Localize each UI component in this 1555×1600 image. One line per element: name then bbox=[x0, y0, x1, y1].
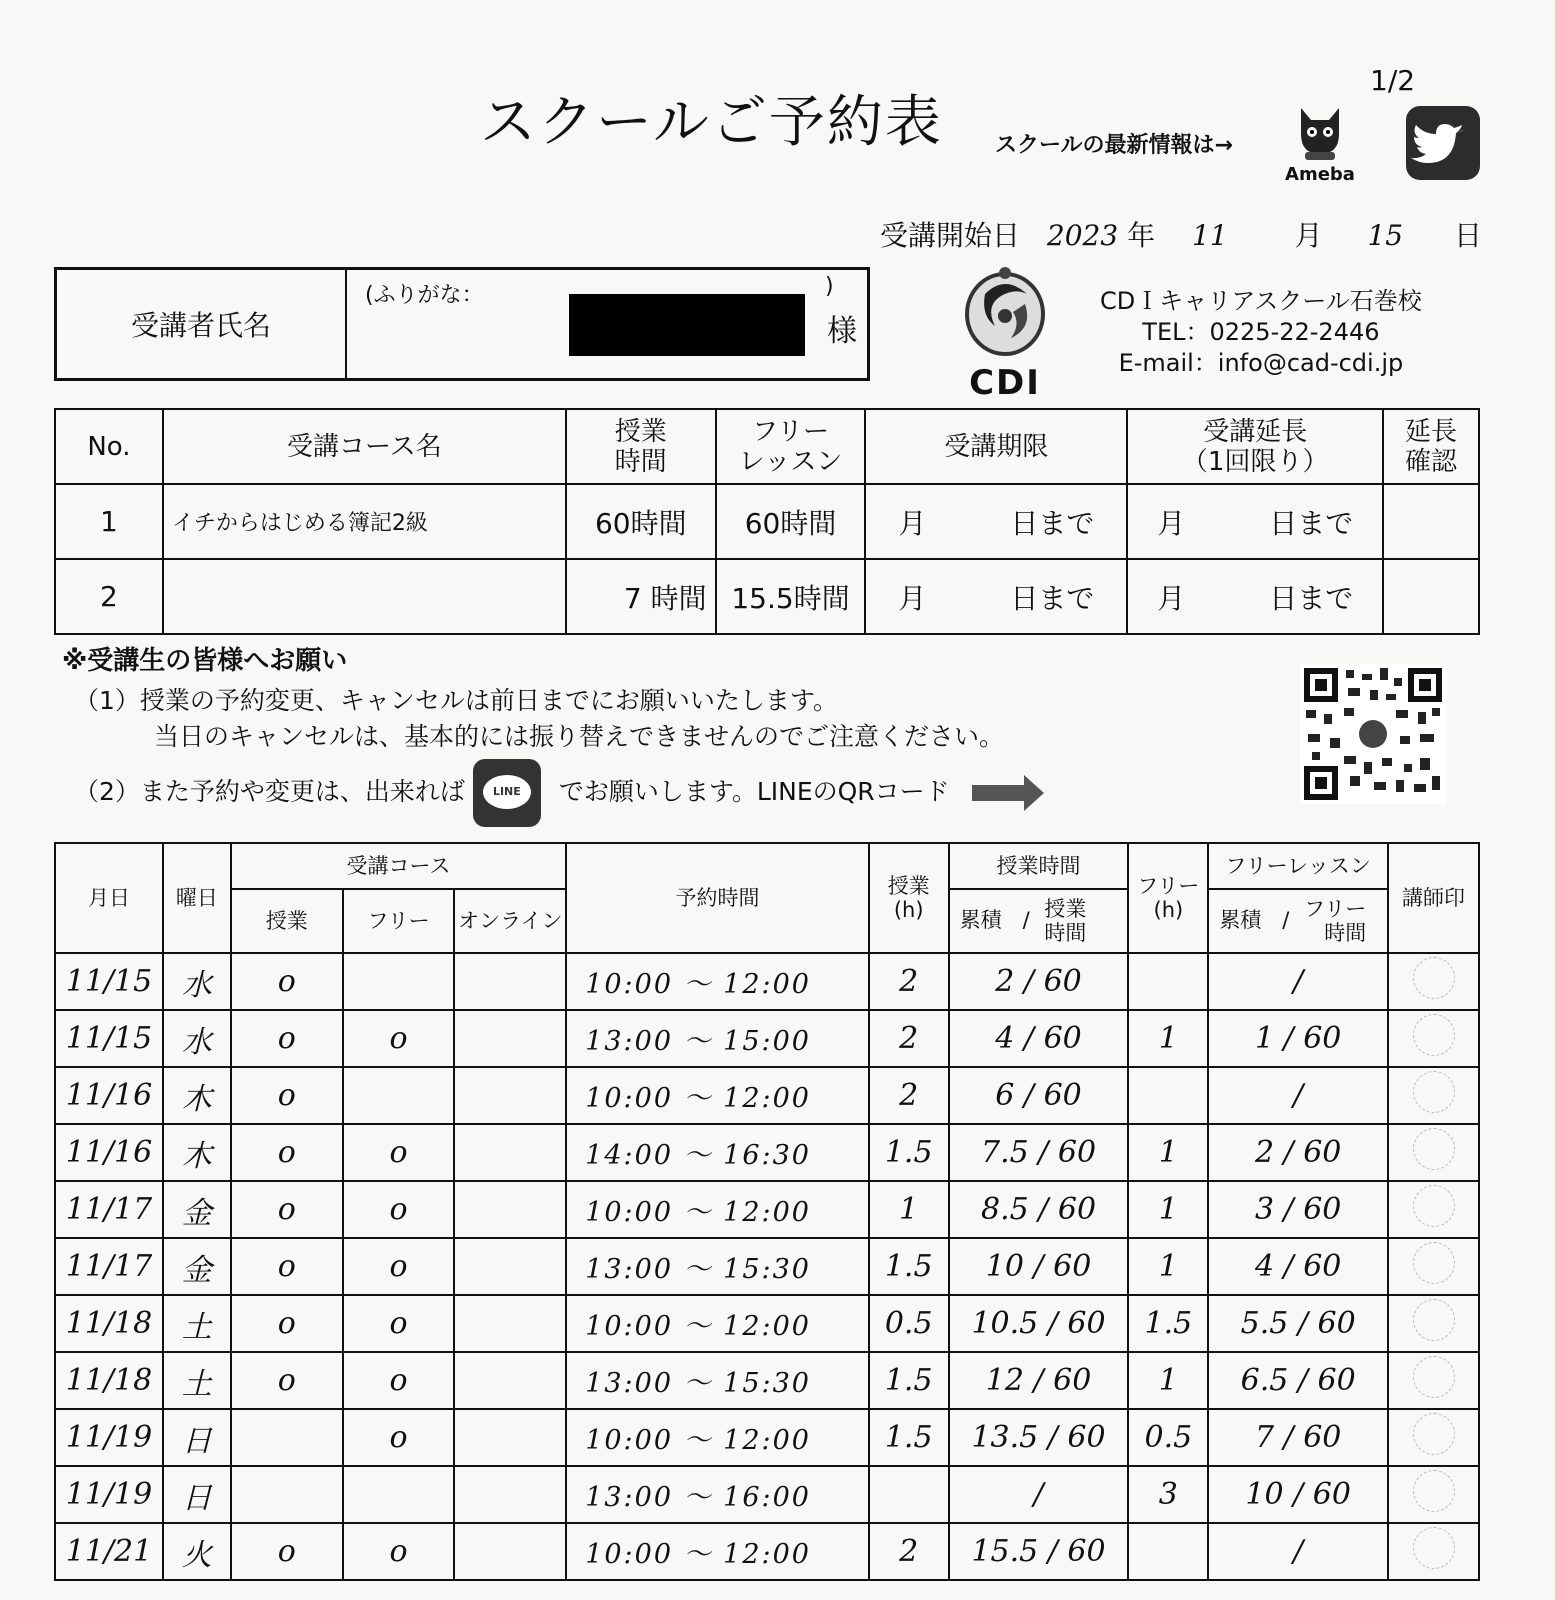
row-time: 10:00 〜 12:00 bbox=[566, 953, 869, 1010]
cdi-logo-text: CDI bbox=[969, 363, 1041, 403]
arrow-right-icon bbox=[972, 785, 1028, 801]
course-confirm bbox=[1383, 559, 1479, 634]
row-weekday: 土 bbox=[163, 1295, 231, 1352]
stamp-icon bbox=[1413, 1185, 1455, 1227]
col-date: 月日 bbox=[55, 843, 163, 953]
row-free-h: 0.5 bbox=[1128, 1409, 1208, 1466]
row-time: 13:00 〜 15:30 bbox=[566, 1352, 869, 1409]
row-instructor-stamp bbox=[1388, 1352, 1479, 1409]
stamp-icon bbox=[1413, 1014, 1455, 1056]
row-class-h: 0.5 bbox=[869, 1295, 949, 1352]
month-unit: 月 bbox=[1294, 219, 1323, 252]
row-class-cumulative: 6 / 60 bbox=[949, 1067, 1129, 1124]
schedule-row bbox=[55, 1466, 1479, 1523]
row-weekday: 金 bbox=[163, 1238, 231, 1295]
course-name: イチからはじめる簿記2級 bbox=[163, 484, 566, 559]
start-day: 15 bbox=[1367, 219, 1404, 252]
row-time: 13:00 〜 16:00 bbox=[566, 1466, 869, 1523]
row-instructor-stamp bbox=[1388, 1466, 1479, 1523]
row-free-mark: o bbox=[343, 1238, 455, 1295]
day-unit: 日 bbox=[1454, 219, 1483, 252]
row-free-h bbox=[1128, 953, 1208, 1010]
col-reserve-time: 予約時間 bbox=[566, 843, 869, 953]
col-deadline: 受講期限 bbox=[865, 409, 1127, 484]
col-weekday: 曜日 bbox=[163, 843, 231, 953]
page-number: 1/2 bbox=[1370, 64, 1416, 97]
row-free-cumulative: / bbox=[1208, 1067, 1388, 1124]
row-online-mark bbox=[454, 1352, 566, 1409]
row-weekday: 金 bbox=[163, 1181, 231, 1238]
course-deadline: 月 日まで bbox=[865, 484, 1127, 559]
row-free-mark bbox=[343, 953, 455, 1010]
row-class-mark: o bbox=[231, 1181, 343, 1238]
row-free-cumulative: 6.5 / 60 bbox=[1208, 1352, 1388, 1409]
notes-section bbox=[62, 640, 1028, 827]
row-free-cumulative: / bbox=[1208, 953, 1388, 1010]
start-year: 2023 bbox=[1046, 219, 1119, 252]
row-online-mark bbox=[454, 1409, 566, 1466]
row-class-h: 1.5 bbox=[869, 1409, 949, 1466]
note-line-1: （1）授業の予約変更、キャンセルは前日までにお願いいたします。 bbox=[74, 686, 838, 715]
ameba-label: Ameba bbox=[1285, 164, 1355, 185]
line-qr-code[interactable] bbox=[1300, 664, 1446, 804]
row-weekday: 火 bbox=[163, 1523, 231, 1580]
stamp-icon bbox=[1413, 1242, 1455, 1284]
stamp-icon bbox=[1413, 1128, 1455, 1170]
schedule-row bbox=[55, 1409, 1479, 1466]
row-date: 11/16 bbox=[55, 1067, 163, 1124]
row-class-cumulative: 10.5 / 60 bbox=[949, 1295, 1129, 1352]
row-date: 11/21 bbox=[55, 1523, 163, 1580]
row-free-h: 1 bbox=[1128, 1124, 1208, 1181]
row-instructor-stamp bbox=[1388, 1181, 1479, 1238]
row-online-mark bbox=[454, 1181, 566, 1238]
row-class-h: 2 bbox=[869, 953, 949, 1010]
row-date: 11/19 bbox=[55, 1466, 163, 1523]
course-free: 15.5時間 bbox=[716, 559, 866, 634]
sns-caption: スクールの最新情報は→ bbox=[995, 133, 1233, 158]
row-free-cumulative: 2 / 60 bbox=[1208, 1124, 1388, 1181]
page-title: スクールご予約表 bbox=[480, 90, 943, 155]
row-class-cumulative: 8.5 / 60 bbox=[949, 1181, 1129, 1238]
row-class-cumulative: 10 / 60 bbox=[949, 1238, 1129, 1295]
schedule-row bbox=[55, 1181, 1479, 1238]
row-free-mark bbox=[343, 1067, 455, 1124]
course-free: 60時間 bbox=[716, 484, 866, 559]
row-class-mark: o bbox=[231, 1523, 343, 1580]
school-info bbox=[1100, 286, 1422, 379]
row-date: 11/15 bbox=[55, 1010, 163, 1067]
course-row bbox=[55, 484, 1479, 559]
row-date: 11/18 bbox=[55, 1352, 163, 1409]
row-class-h: 1.5 bbox=[869, 1124, 949, 1181]
col-course-group: 受講コース bbox=[231, 843, 566, 889]
course-hours: 7 時間 bbox=[566, 559, 716, 634]
school-tel: TEL：0225-22-2446 bbox=[1142, 318, 1380, 346]
row-online-mark bbox=[454, 1238, 566, 1295]
stamp-icon bbox=[1413, 1470, 1455, 1512]
school-name: CDＩキャリアスクール石巻校 bbox=[1100, 287, 1422, 315]
row-free-h bbox=[1128, 1067, 1208, 1124]
course-no: 1 bbox=[55, 484, 163, 559]
row-class-mark bbox=[231, 1466, 343, 1523]
row-class-mark: o bbox=[231, 1295, 343, 1352]
row-weekday: 水 bbox=[163, 1010, 231, 1067]
row-online-mark bbox=[454, 953, 566, 1010]
schedule-row bbox=[55, 1295, 1479, 1352]
row-date: 11/18 bbox=[55, 1295, 163, 1352]
row-free-cumulative: 5.5 / 60 bbox=[1208, 1295, 1388, 1352]
notes-heading: ※受講生の皆様へお願い bbox=[62, 646, 348, 676]
row-online-mark bbox=[454, 1523, 566, 1580]
row-class-h: 1 bbox=[869, 1181, 949, 1238]
col-class: 授業 bbox=[231, 889, 343, 953]
start-date-row bbox=[880, 214, 1482, 254]
row-free-h: 1 bbox=[1128, 1352, 1208, 1409]
row-instructor-stamp bbox=[1388, 1067, 1479, 1124]
row-class-h: 1.5 bbox=[869, 1352, 949, 1409]
row-class-h bbox=[869, 1466, 949, 1523]
row-instructor-stamp bbox=[1388, 1295, 1479, 1352]
schedule-row bbox=[55, 1352, 1479, 1409]
row-free-h: 3 bbox=[1128, 1466, 1208, 1523]
furigana-label: (ふりがな： bbox=[365, 283, 484, 308]
row-time: 13:00 〜 15:30 bbox=[566, 1238, 869, 1295]
row-free-h bbox=[1128, 1523, 1208, 1580]
stamp-icon bbox=[1413, 1299, 1455, 1341]
row-time: 10:00 〜 12:00 bbox=[566, 1409, 869, 1466]
course-no: 2 bbox=[55, 559, 163, 634]
row-free-cumulative: 3 / 60 bbox=[1208, 1181, 1388, 1238]
row-class-mark bbox=[231, 1409, 343, 1466]
twitter-icon[interactable] bbox=[1406, 106, 1480, 180]
col-free: フリー bbox=[343, 889, 455, 953]
row-free-h: 1.5 bbox=[1128, 1295, 1208, 1352]
row-free-h: 1 bbox=[1128, 1181, 1208, 1238]
row-weekday: 土 bbox=[163, 1352, 231, 1409]
row-time: 10:00 〜 12:00 bbox=[566, 1295, 869, 1352]
row-free-mark: o bbox=[343, 1181, 455, 1238]
row-instructor-stamp bbox=[1388, 1523, 1479, 1580]
row-class-cumulative: 7.5 / 60 bbox=[949, 1124, 1129, 1181]
row-date: 11/16 bbox=[55, 1124, 163, 1181]
col-class-hours-group: 授業時間 bbox=[949, 843, 1129, 889]
row-weekday: 木 bbox=[163, 1067, 231, 1124]
col-instructor-stamp: 講師印 bbox=[1388, 843, 1479, 953]
col-class-h: 授業 (h) bbox=[869, 843, 949, 953]
ameba-link[interactable] bbox=[1282, 104, 1358, 185]
row-free-mark: o bbox=[343, 1523, 455, 1580]
row-free-mark: o bbox=[343, 1295, 455, 1352]
col-class-hours: 授業 時間 bbox=[566, 409, 716, 484]
col-no: No. bbox=[55, 409, 163, 484]
row-class-mark: o bbox=[231, 1352, 343, 1409]
stamp-icon bbox=[1413, 957, 1455, 999]
schedule-row bbox=[55, 1238, 1479, 1295]
row-weekday: 日 bbox=[163, 1466, 231, 1523]
start-date-label: 受講開始日 bbox=[880, 219, 1021, 252]
course-deadline: 月 日まで bbox=[865, 559, 1127, 634]
stamp-icon bbox=[1413, 1356, 1455, 1398]
row-online-mark bbox=[454, 1010, 566, 1067]
row-free-cumulative: / bbox=[1208, 1523, 1388, 1580]
note-line-3b: でお願いします。LINEのQRコード bbox=[558, 777, 950, 806]
row-time: 10:00 〜 12:00 bbox=[566, 1181, 869, 1238]
row-class-mark: o bbox=[231, 1124, 343, 1181]
row-date: 11/19 bbox=[55, 1409, 163, 1466]
row-class-mark: o bbox=[231, 953, 343, 1010]
schedule-row bbox=[55, 1523, 1479, 1580]
stamp-icon bbox=[1413, 1071, 1455, 1113]
stamp-icon bbox=[1413, 1527, 1455, 1569]
start-month: 11 bbox=[1192, 219, 1228, 252]
course-extension: 月 日まで bbox=[1127, 484, 1383, 559]
ameba-icon bbox=[1293, 104, 1347, 162]
row-free-mark: o bbox=[343, 1124, 455, 1181]
row-instructor-stamp bbox=[1388, 1409, 1479, 1466]
course-confirm bbox=[1383, 484, 1479, 559]
col-free-cumulative: 累積 / フリー 時間 bbox=[1208, 889, 1388, 953]
row-class-cumulative: 13.5 / 60 bbox=[949, 1409, 1129, 1466]
row-weekday: 水 bbox=[163, 953, 231, 1010]
col-extension: 受講延長 （1回限り） bbox=[1127, 409, 1383, 484]
col-free-lesson-group: フリーレッスン bbox=[1208, 843, 1388, 889]
course-name bbox=[163, 559, 566, 634]
row-class-h: 2 bbox=[869, 1523, 949, 1580]
col-online: オンライン bbox=[454, 889, 566, 953]
row-free-cumulative: 4 / 60 bbox=[1208, 1238, 1388, 1295]
row-free-cumulative: 10 / 60 bbox=[1208, 1466, 1388, 1523]
row-online-mark bbox=[454, 1466, 566, 1523]
row-class-cumulative: 2 / 60 bbox=[949, 953, 1129, 1010]
row-class-cumulative: 15.5 / 60 bbox=[949, 1523, 1129, 1580]
row-instructor-stamp bbox=[1388, 953, 1479, 1010]
schedule-row bbox=[55, 1124, 1479, 1181]
row-online-mark bbox=[454, 1295, 566, 1352]
row-class-h: 1.5 bbox=[869, 1238, 949, 1295]
student-name-label: 受講者氏名 bbox=[57, 270, 347, 378]
row-free-mark bbox=[343, 1466, 455, 1523]
row-online-mark bbox=[454, 1067, 566, 1124]
row-free-cumulative: 7 / 60 bbox=[1208, 1409, 1388, 1466]
course-table bbox=[54, 408, 1480, 635]
course-extension: 月 日まで bbox=[1127, 559, 1383, 634]
row-free-mark: o bbox=[343, 1352, 455, 1409]
row-class-h: 2 bbox=[869, 1010, 949, 1067]
note-line-2: 当日のキャンセルは、基本的には振り替えできませんのでご注意ください。 bbox=[154, 722, 1005, 751]
furigana-close: ) bbox=[825, 274, 834, 299]
row-time: 10:00 〜 12:00 bbox=[566, 1067, 869, 1124]
row-class-mark: o bbox=[231, 1238, 343, 1295]
honorific: 様 bbox=[827, 314, 857, 349]
year-unit: 年 bbox=[1127, 219, 1156, 252]
row-instructor-stamp bbox=[1388, 1010, 1479, 1067]
row-online-mark bbox=[454, 1124, 566, 1181]
row-instructor-stamp bbox=[1388, 1238, 1479, 1295]
row-free-cumulative: 1 / 60 bbox=[1208, 1010, 1388, 1067]
row-instructor-stamp bbox=[1388, 1124, 1479, 1181]
col-class-cumulative: 累積 / 授業 時間 bbox=[949, 889, 1129, 953]
course-hours: 60時間 bbox=[566, 484, 716, 559]
student-name-box bbox=[54, 267, 870, 381]
row-time: 13:00 〜 15:00 bbox=[566, 1010, 869, 1067]
row-time: 10:00 〜 12:00 bbox=[566, 1523, 869, 1580]
note-line-3a: （2）また予約や変更は、出来れば bbox=[74, 777, 465, 806]
row-date: 11/17 bbox=[55, 1238, 163, 1295]
schedule-row bbox=[55, 1067, 1479, 1124]
schedule-row bbox=[55, 1010, 1479, 1067]
col-extension-confirm: 延長 確認 bbox=[1383, 409, 1479, 484]
row-class-cumulative: / bbox=[949, 1466, 1129, 1523]
line-icon[interactable]: LINE bbox=[473, 759, 541, 827]
row-free-mark: o bbox=[343, 1010, 455, 1067]
row-date: 11/17 bbox=[55, 1181, 163, 1238]
row-class-mark: o bbox=[231, 1010, 343, 1067]
col-course-name: 受講コース名 bbox=[163, 409, 566, 484]
row-class-cumulative: 4 / 60 bbox=[949, 1010, 1129, 1067]
row-free-h: 1 bbox=[1128, 1238, 1208, 1295]
row-time: 14:00 〜 16:30 bbox=[566, 1124, 869, 1181]
school-email: E-mail：info@cad-cdi.jp bbox=[1118, 349, 1404, 377]
schedule-row bbox=[55, 953, 1479, 1010]
row-date: 11/15 bbox=[55, 953, 163, 1010]
col-free-h: フリー (h) bbox=[1128, 843, 1208, 953]
redacted-name bbox=[569, 294, 805, 356]
course-row bbox=[55, 559, 1479, 634]
row-class-mark: o bbox=[231, 1067, 343, 1124]
row-weekday: 木 bbox=[163, 1124, 231, 1181]
row-free-mark: o bbox=[343, 1409, 455, 1466]
schedule-table bbox=[54, 842, 1480, 1581]
row-class-h: 2 bbox=[869, 1067, 949, 1124]
cdi-logo bbox=[955, 264, 1055, 403]
row-free-h: 1 bbox=[1128, 1010, 1208, 1067]
row-weekday: 日 bbox=[163, 1409, 231, 1466]
stamp-icon bbox=[1413, 1413, 1455, 1455]
col-free-lesson: フリー レッスン bbox=[716, 409, 866, 484]
row-class-cumulative: 12 / 60 bbox=[949, 1352, 1129, 1409]
